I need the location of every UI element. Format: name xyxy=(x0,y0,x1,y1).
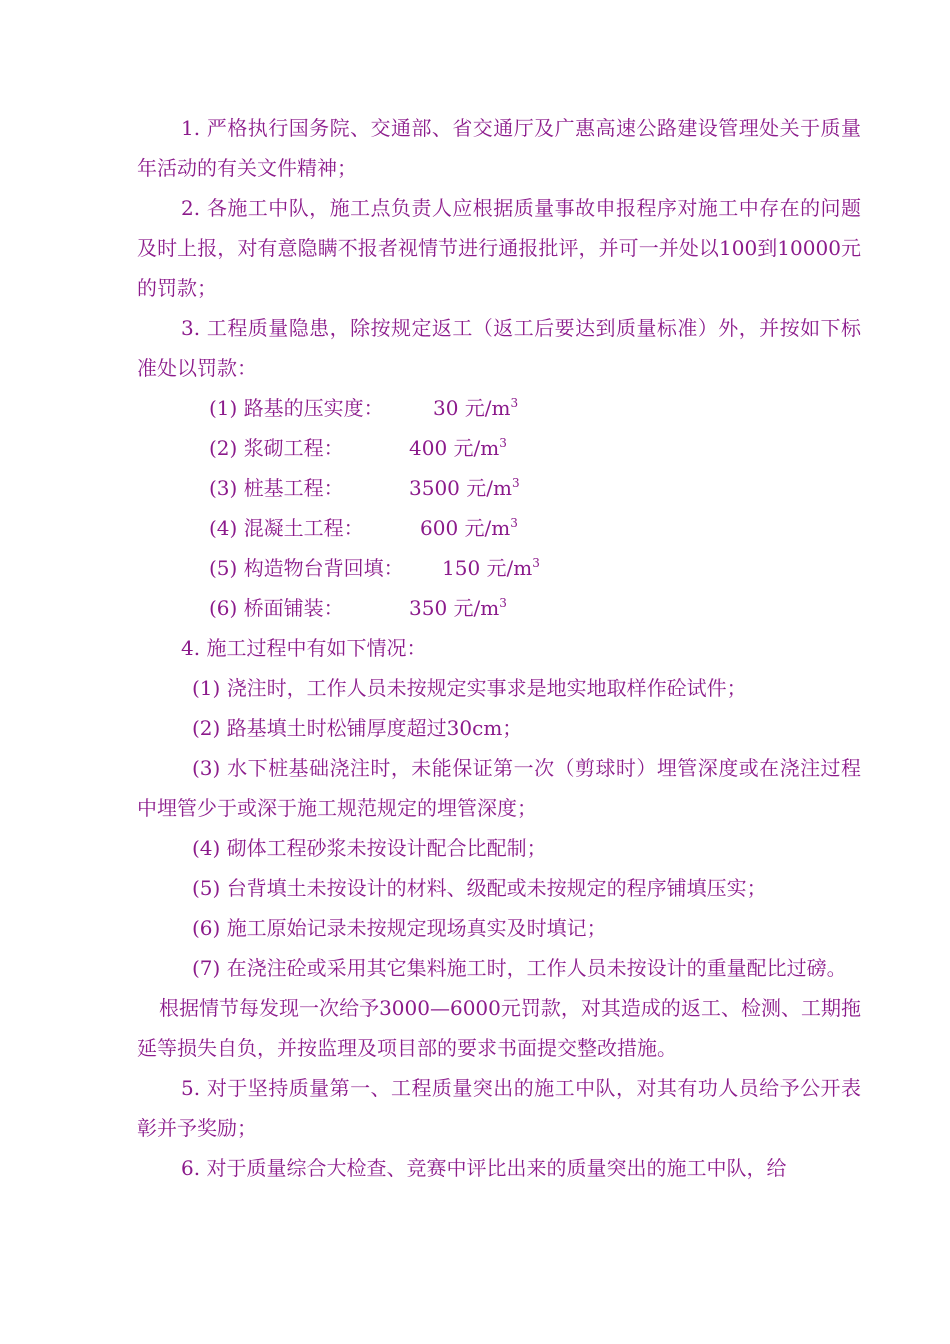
clause-2: 2. 各施工中队，施工点负责人应根据质量事故申报程序对施工中存在的问题及时上报，对有意隐瞒不报者视情节进行通报批评，并可一并处以100到10000元的罚款； xyxy=(137,196,861,300)
penalty-label: (6) 桥面铺装： xyxy=(209,596,344,620)
document-body xyxy=(137,108,861,1188)
penalty-item xyxy=(137,468,861,508)
penalty-label: (4) 混凝土工程： xyxy=(209,516,364,540)
situation-list xyxy=(137,668,861,988)
penalty-label: (5) 构造物台背回填： xyxy=(209,556,404,580)
situation-item: (5) 台背填土未按设计的材料、级配或未按规定的程序铺填压实； xyxy=(192,876,767,900)
situation-item: (4) 砌体工程砂浆未按设计配合比配制； xyxy=(192,836,547,860)
situation-item: (2) 路基填土时松铺厚度超过30cm； xyxy=(192,716,523,740)
clause-1: 1. 严格执行国务院、交通部、省交通厅及广惠高速公路建设管理处关于质量年活动的有关文件精神； xyxy=(137,116,861,180)
penalty-item xyxy=(137,508,861,548)
situation-item: (6) 施工原始记录未按规定现场真实及时填记； xyxy=(192,916,607,940)
penalty-value: 350 元$/m^3$ xyxy=(409,596,507,620)
clause-4: 4. 施工过程中有如下情况： xyxy=(181,636,427,660)
clause-3: 3. 工程质量隐患，除按规定返工（返工后要达到质量标准）外，并按如下标准处以罚款： xyxy=(137,316,861,380)
penalty-list xyxy=(137,388,861,628)
penalty-label: (3) 桩基工程： xyxy=(209,476,344,500)
penalty-value: 30 元$/m^3$ xyxy=(433,396,519,420)
clause-6: 6. 对于质量综合大检查、竞赛中评比出来的质量突出的施工中队，给 xyxy=(181,1156,787,1180)
penalty-item xyxy=(137,588,861,628)
penalty-summary: 根据情节每发现一次给予3000—6000元罚款，对其造成的返工、检测、工期拖延等损失自负，并按监理及项目部的要求书面提交整改措施。 xyxy=(137,996,861,1060)
penalty-value: 150 元$/m^3$ xyxy=(442,556,540,580)
penalty-value: 400 元$/m^3$ xyxy=(409,436,507,460)
penalty-value: 600 元$/m^3$ xyxy=(420,516,518,540)
penalty-label: (1) 路基的压实度： xyxy=(209,396,384,420)
penalty-item xyxy=(137,548,861,588)
situation-item: (1) 浇注时，工作人员未按规定实事求是地实地取样作砼试件； xyxy=(192,676,747,700)
situation-item: (7) 在浇注砼或采用其它集料施工时，工作人员未按设计的重量配比过磅。 xyxy=(192,956,847,980)
penalty-item xyxy=(137,388,861,428)
situation-item: (3) 水下桩基础浇注时，未能保证第一次（剪球时）埋管深度或在浇注过程中埋管少于或深于施工规范规定的埋管深度； xyxy=(137,756,861,820)
penalty-value: 3500 元$/m^3$ xyxy=(409,476,520,500)
penalty-item xyxy=(137,428,861,468)
clause-5: 5. 对于坚持质量第一、工程质量突出的施工中队，对其有功人员给予公开表彰并予奖励； xyxy=(137,1076,861,1140)
penalty-label: (2) 浆砌工程： xyxy=(209,436,344,460)
